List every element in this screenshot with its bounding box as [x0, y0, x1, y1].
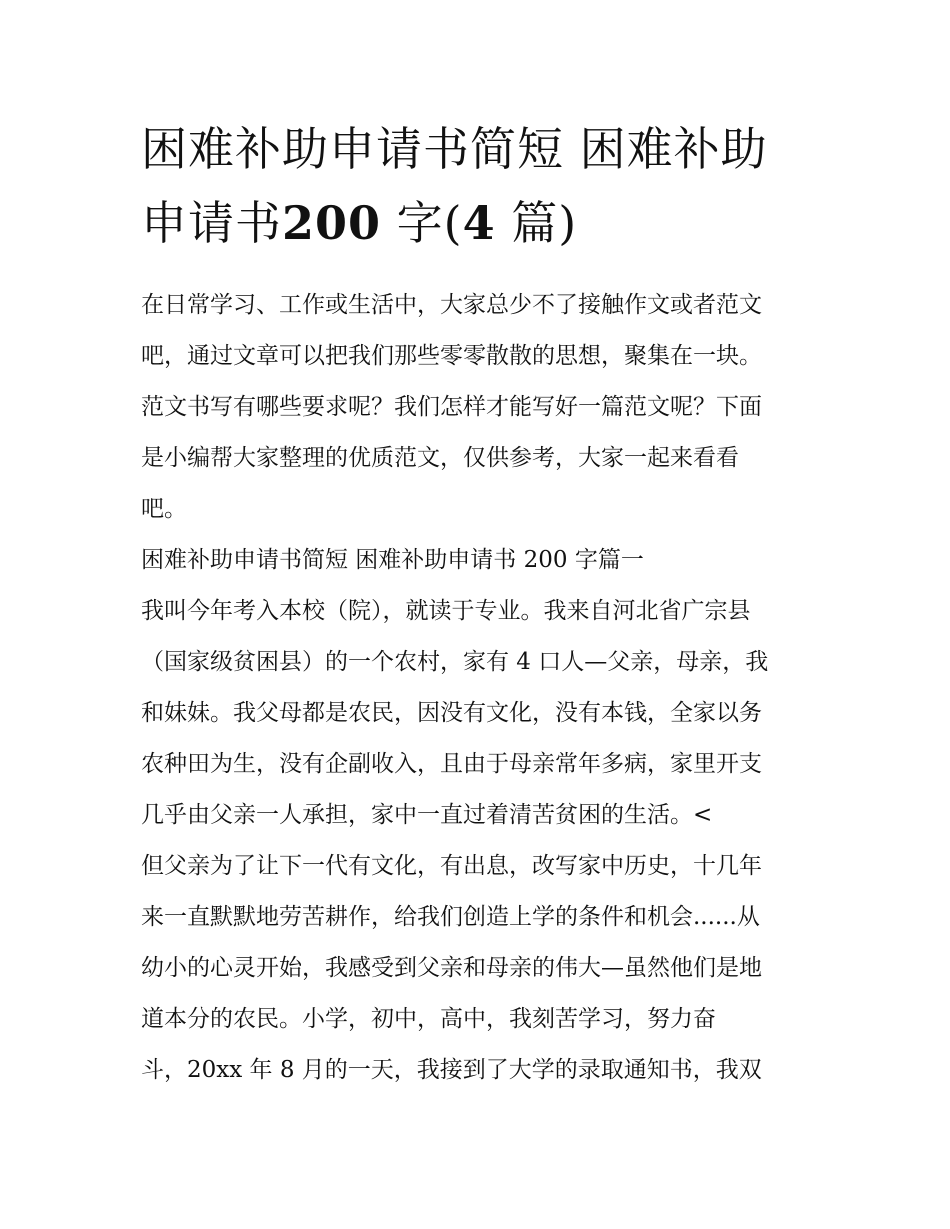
body-line: 吧。	[141, 496, 187, 522]
title-line-1: 困难补助申请书简短 困难补助	[141, 122, 768, 176]
body-line: 在日常学习、工作或生活中，大家总少不了接触作文或者范文	[141, 292, 762, 318]
title-line-2-mid: 字(	[381, 196, 463, 250]
title-line-2	[141, 186, 821, 260]
body-line: 和妹妹。我父母都是农民，因没有文化，没有本钱，全家以务	[141, 700, 762, 726]
document-body	[141, 280, 821, 1096]
body-line: 范文书写有哪些要求呢？我们怎样才能写好一篇范文呢？下面	[141, 394, 762, 420]
document-content	[141, 112, 821, 1096]
title-line-2-number: 200	[282, 196, 382, 250]
body-line: 幼小的心灵开始，我感受到父亲和母亲的伟大—虽然他们是地	[141, 955, 762, 981]
body-line: 吧，通过文章可以把我们那些零零散散的思想，聚集在一块。	[141, 343, 762, 369]
section-heading: 困难补助申请书简短 困难补助申请书 200 字篇一	[141, 547, 644, 573]
body-line: 但父亲为了让下一代有文化，有出息，改写家中历史，十几年	[141, 853, 762, 879]
title-line-2-suffix: 篇)	[495, 196, 578, 250]
body-line: （国家级贫困县）的一个农村，家有 4 口人—父亲，母亲，我	[141, 649, 769, 675]
body-line: 是小编帮大家整理的优质范文，仅供参考，大家一起来看看	[141, 445, 739, 471]
title-line-2-count: 4	[462, 196, 496, 250]
body-line: 道本分的农民。小学，初中，高中，我刻苦学习，努力奋	[141, 1006, 716, 1032]
document-title	[141, 112, 821, 260]
body-line: 我叫今年考入本校（院），就读于专业。我来自河北省广宗县	[141, 598, 751, 624]
body-line: 农种田为生，没有企副收入，且由于母亲常年多病，家里开支	[141, 751, 762, 777]
body-line: 斗，20xx 年 8 月的一天，我接到了大学的录取通知书，我双	[141, 1057, 762, 1083]
body-line: 来一直默默地劳苦耕作，给我们创造上学的条件和机会......从	[141, 904, 760, 930]
body-line: 几乎由父亲一人承担，家中一直过着清苦贫困的生活。<	[141, 802, 713, 828]
title-line-2-prefix: 申请书	[141, 196, 282, 250]
